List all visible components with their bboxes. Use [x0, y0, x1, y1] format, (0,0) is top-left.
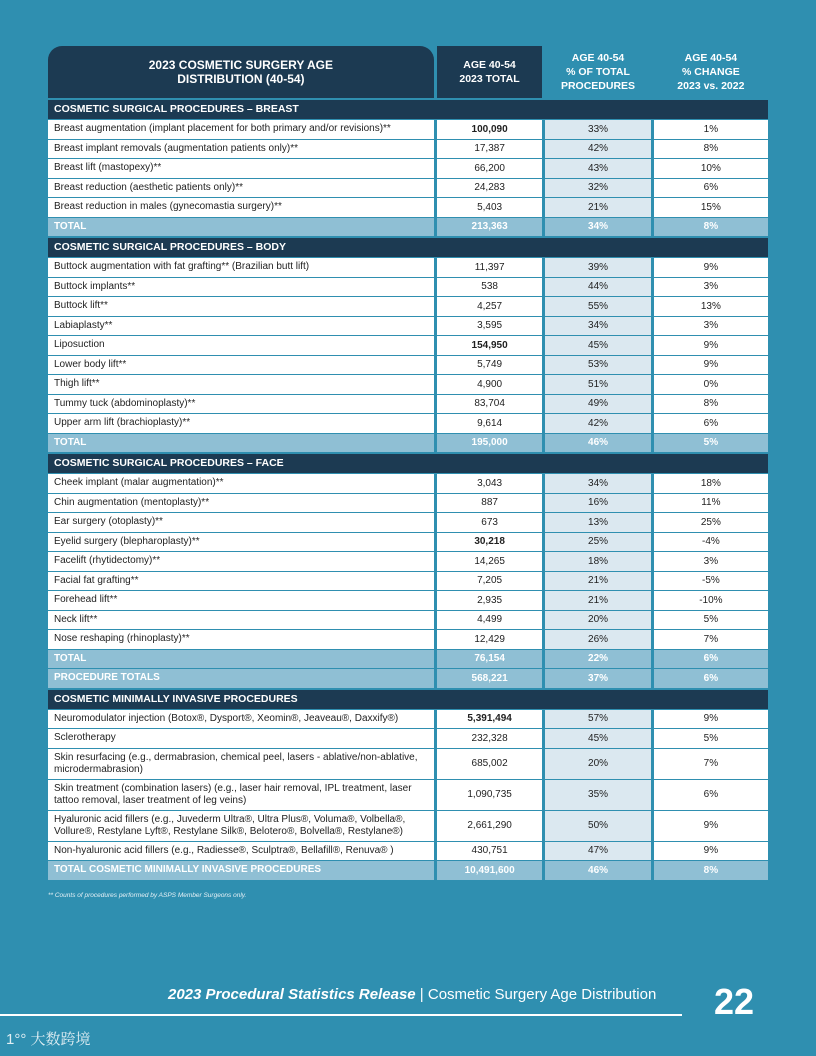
procedure-name-cell: Chin augmentation (mentoplasty)**: [48, 494, 434, 513]
change-cell: 6%: [654, 179, 768, 198]
procedure-name-cell: Breast lift (mastopexy)**: [48, 159, 434, 178]
procedure-name-cell: Breast reduction (aesthetic patients only)**: [48, 179, 434, 198]
column-header-percent: AGE 40-54 % OF TOTAL PROCEDURES: [560, 52, 636, 92]
procedure-name-cell: Neuromodulator injection (Botox®, Dysport®, Xeomin®, Jeaveau®, Daxxify®): [48, 710, 434, 729]
table-row: [48, 710, 768, 729]
page-number: 22: [714, 981, 755, 1022]
table-row: [48, 375, 768, 394]
footer-rule: [0, 1014, 682, 1016]
procedure-name-cell: TOTAL: [48, 434, 434, 453]
change-cell: -4%: [654, 533, 768, 552]
percent-cell: 35%: [545, 780, 650, 810]
total-cell: 4,499: [437, 611, 542, 630]
procedure-name-cell: Liposuction: [48, 336, 434, 355]
percent-cell: 39%: [545, 258, 650, 277]
change-cell: 11%: [654, 494, 768, 513]
change-cell: 3%: [654, 317, 768, 336]
change-cell: 13%: [654, 297, 768, 316]
percent-cell: 20%: [545, 611, 650, 630]
procedure-name-cell: Facelift (rhytidectomy)**: [48, 552, 434, 571]
table-header: [48, 46, 768, 98]
total-cell: 5,391,494: [437, 710, 542, 729]
table-row: [48, 317, 768, 336]
footnote: ** Counts of procedures performed by ASPS Member Surgeons only.: [48, 892, 247, 899]
total-cell: 3,043: [437, 474, 542, 493]
table-row: [48, 842, 768, 861]
procedure-name-cell: Neck lift**: [48, 611, 434, 630]
table-row: [48, 395, 768, 414]
procedure-name-cell: Eyelid surgery (blepharoplasty)**: [48, 533, 434, 552]
total-row: [48, 861, 768, 880]
table-row: [48, 159, 768, 178]
change-cell: 6%: [654, 669, 768, 688]
change-cell: 9%: [654, 356, 768, 375]
procedure-name-cell: Skin treatment (combination lasers) (e.g., laser hair removal, IPL treatment, laser tattoo removal, laser treatment of leg veins): [48, 780, 434, 810]
total-cell: 5,749: [437, 356, 542, 375]
change-cell: 5%: [654, 611, 768, 630]
change-cell: 7%: [654, 630, 768, 649]
table-row: [48, 414, 768, 433]
total-cell: 11,397: [437, 258, 542, 277]
change-cell: 5%: [654, 729, 768, 748]
table-row: [48, 198, 768, 217]
column-header-change: AGE 40-54 % CHANGE 2023 vs. 2022: [677, 52, 745, 92]
procedure-name-cell: Hyaluronic acid fillers (e.g., Juvederm Ultra®, Ultra Plus®, Voluma®, Volbella®, Vollure®, Restylane Lyft®, Restylane Silk®, Belotero®, Bolvella®, Restylane®): [48, 811, 434, 841]
total-cell: 1,090,735: [437, 780, 542, 810]
total-row: [48, 650, 768, 669]
table-row: [48, 278, 768, 297]
table-row: [48, 179, 768, 198]
procedure-name-cell: Breast reduction in males (gynecomastia surgery)**: [48, 198, 434, 217]
table-row: [48, 533, 768, 552]
table-row: [48, 630, 768, 649]
total-row: [48, 218, 768, 237]
table-row: [48, 258, 768, 277]
percent-cell: 44%: [545, 278, 650, 297]
change-cell: 7%: [654, 749, 768, 779]
change-cell: 1%: [654, 120, 768, 139]
table-body: [48, 100, 768, 880]
change-cell: -5%: [654, 572, 768, 591]
percent-cell: 21%: [545, 591, 650, 610]
percent-cell: 45%: [545, 729, 650, 748]
total-cell: 154,950: [437, 336, 542, 355]
change-cell: 9%: [654, 811, 768, 841]
total-cell: 2,661,290: [437, 811, 542, 841]
procedure-name-cell: Ear surgery (otoplasty)**: [48, 513, 434, 532]
watermark-logo: 1°° 大数跨境: [6, 1031, 91, 1048]
percent-cell: 16%: [545, 494, 650, 513]
change-cell: 3%: [654, 552, 768, 571]
percent-cell: 26%: [545, 630, 650, 649]
total-cell: 24,283: [437, 179, 542, 198]
procedure-name-cell: TOTAL COSMETIC MINIMALLY INVASIVE PROCEDURES: [48, 861, 434, 880]
procedure-name-cell: Lower body lift**: [48, 356, 434, 375]
total-cell: 66,200: [437, 159, 542, 178]
percent-cell: 42%: [545, 414, 650, 433]
change-cell: 0%: [654, 375, 768, 394]
percent-cell: 45%: [545, 336, 650, 355]
table-row: [48, 611, 768, 630]
table-row: [48, 513, 768, 532]
total-cell: 4,257: [437, 297, 542, 316]
percent-cell: 42%: [545, 140, 650, 159]
total-cell: 83,704: [437, 395, 542, 414]
percent-cell: 20%: [545, 749, 650, 779]
age-distribution-table: [48, 46, 768, 880]
section-header: COSMETIC SURGICAL PROCEDURES – FACE: [48, 454, 768, 473]
section-header: COSMETIC MINIMALLY INVASIVE PROCEDURES: [48, 690, 768, 709]
procedure-name-cell: Cheek implant (malar augmentation)**: [48, 474, 434, 493]
total-cell: 17,387: [437, 140, 542, 159]
change-cell: 6%: [654, 414, 768, 433]
table-row: [48, 474, 768, 493]
change-cell: 5%: [654, 434, 768, 453]
table-row: [48, 749, 768, 779]
table-row: [48, 356, 768, 375]
footer-title: 2023 Procedural Statistics Release | Cosmetic Surgery Age Distribution: [168, 986, 657, 1003]
percent-cell: 32%: [545, 179, 650, 198]
total-cell: 430,751: [437, 842, 542, 861]
total-cell: 673: [437, 513, 542, 532]
percent-cell: 55%: [545, 297, 650, 316]
procedure-name-cell: TOTAL: [48, 218, 434, 237]
table-row: [48, 552, 768, 571]
procedure-name-cell: Buttock lift**: [48, 297, 434, 316]
table-row: [48, 729, 768, 748]
procedure-name-cell: Forehead lift**: [48, 591, 434, 610]
percent-cell: 21%: [545, 572, 650, 591]
change-cell: 9%: [654, 710, 768, 729]
total-cell: 3,595: [437, 317, 542, 336]
table-row: [48, 494, 768, 513]
total-cell: 5,403: [437, 198, 542, 217]
table-row: [48, 811, 768, 841]
total-row: [48, 434, 768, 453]
total-cell: 538: [437, 278, 542, 297]
change-cell: 8%: [654, 218, 768, 237]
percent-cell: 37%: [545, 669, 650, 688]
percent-cell: 47%: [545, 842, 650, 861]
total-cell: 10,491,600: [437, 861, 542, 880]
total-cell: 232,328: [437, 729, 542, 748]
total-cell: 568,221: [437, 669, 542, 688]
procedure-name-cell: TOTAL: [48, 650, 434, 669]
procedure-name-cell: Skin resurfacing (e.g., dermabrasion, chemical peel, lasers - ablative/non-ablative, microdermabrasion): [48, 749, 434, 779]
section-header: COSMETIC SURGICAL PROCEDURES – BODY: [48, 238, 768, 257]
total-cell: 14,265: [437, 552, 542, 571]
total-cell: 7,205: [437, 572, 542, 591]
change-cell: 10%: [654, 159, 768, 178]
total-cell: 30,218: [437, 533, 542, 552]
table-row: [48, 572, 768, 591]
percent-cell: 33%: [545, 120, 650, 139]
total-cell: 9,614: [437, 414, 542, 433]
table-row: [48, 591, 768, 610]
section-header: COSMETIC SURGICAL PROCEDURES – BREAST: [48, 100, 768, 119]
procedure-name-cell: Tummy tuck (abdominoplasty)**: [48, 395, 434, 414]
change-cell: -10%: [654, 591, 768, 610]
percent-cell: 34%: [545, 317, 650, 336]
percent-cell: 18%: [545, 552, 650, 571]
total-cell: 100,090: [437, 120, 542, 139]
percent-cell: 43%: [545, 159, 650, 178]
percent-cell: 50%: [545, 811, 650, 841]
percent-cell: 46%: [545, 861, 650, 880]
change-cell: 15%: [654, 198, 768, 217]
percent-cell: 46%: [545, 434, 650, 453]
percent-cell: 25%: [545, 533, 650, 552]
table-row: [48, 780, 768, 810]
total-cell: 2,935: [437, 591, 542, 610]
total-cell: 213,363: [437, 218, 542, 237]
change-cell: 6%: [654, 780, 768, 810]
percent-cell: 22%: [545, 650, 650, 669]
total-row: [48, 669, 768, 688]
change-cell: 9%: [654, 336, 768, 355]
procedure-name-cell: Labiaplasty**: [48, 317, 434, 336]
procedure-name-cell: PROCEDURE TOTALS: [48, 669, 434, 688]
percent-cell: 21%: [545, 198, 650, 217]
procedure-name-cell: Breast augmentation (implant placement for both primary and/or revisions)**: [48, 120, 434, 139]
total-cell: 887: [437, 494, 542, 513]
total-cell: 195,000: [437, 434, 542, 453]
procedure-name-cell: Sclerotherapy: [48, 729, 434, 748]
table-row: [48, 140, 768, 159]
table-title: 2023 COSMETIC SURGERY AGE DISTRIBUTION (40-54): [48, 46, 434, 98]
change-cell: 9%: [654, 842, 768, 861]
procedure-name-cell: Breast implant removals (augmentation patients only)**: [48, 140, 434, 159]
change-cell: 25%: [654, 513, 768, 532]
percent-cell: 53%: [545, 356, 650, 375]
table-row: [48, 336, 768, 355]
table-row: [48, 120, 768, 139]
change-cell: 9%: [654, 258, 768, 277]
change-cell: 8%: [654, 861, 768, 880]
procedure-name-cell: Nose reshaping (rhinoplasty)**: [48, 630, 434, 649]
procedure-name-cell: Buttock augmentation with fat grafting** (Brazilian butt lift): [48, 258, 434, 277]
percent-cell: 49%: [545, 395, 650, 414]
total-cell: 685,002: [437, 749, 542, 779]
percent-cell: 51%: [545, 375, 650, 394]
procedure-name-cell: Thigh lift**: [48, 375, 434, 394]
procedure-name-cell: Non-hyaluronic acid fillers (e.g., Radiesse®, Sculptra®, Bellafill®, Renuva® ): [48, 842, 434, 861]
total-cell: 76,154: [437, 650, 542, 669]
percent-cell: 34%: [545, 218, 650, 237]
procedure-name-cell: Buttock implants**: [48, 278, 434, 297]
procedure-name-cell: Upper arm lift (brachioplasty)**: [48, 414, 434, 433]
change-cell: 6%: [654, 650, 768, 669]
percent-cell: 57%: [545, 710, 650, 729]
change-cell: 18%: [654, 474, 768, 493]
procedure-name-cell: Facial fat grafting**: [48, 572, 434, 591]
percent-cell: 13%: [545, 513, 650, 532]
change-cell: 8%: [654, 140, 768, 159]
total-cell: 4,900: [437, 375, 542, 394]
total-cell: 12,429: [437, 630, 542, 649]
column-header-total: AGE 40-54 2023 TOTAL: [437, 46, 542, 98]
percent-cell: 34%: [545, 474, 650, 493]
change-cell: 8%: [654, 395, 768, 414]
change-cell: 3%: [654, 278, 768, 297]
table-row: [48, 297, 768, 316]
